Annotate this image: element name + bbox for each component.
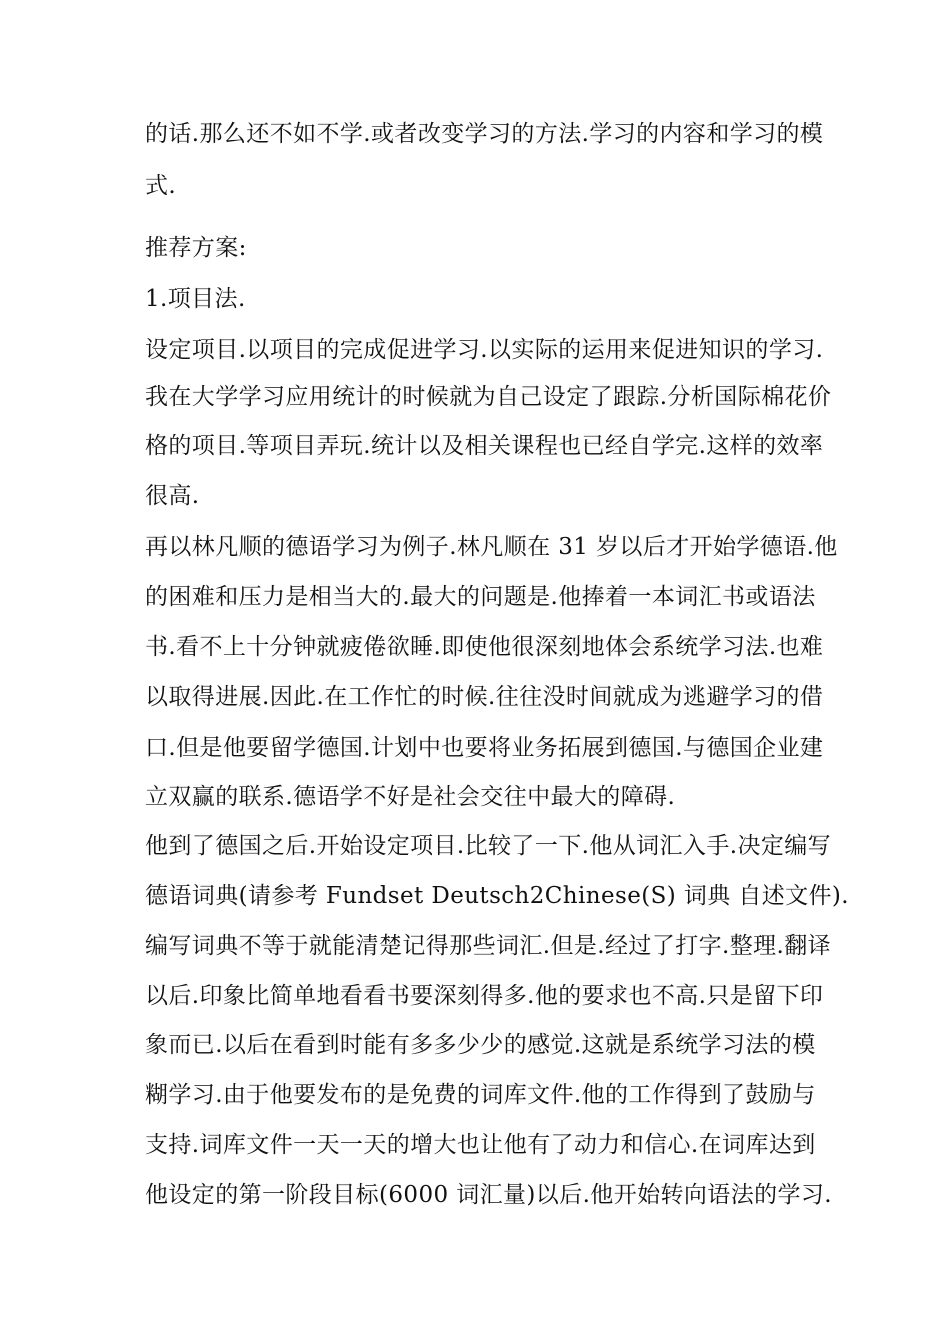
text-line: 格的项目.等项目弄玩.统计以及相关课程也已经自学完.这样的效率 xyxy=(145,433,824,459)
text-line: 设定项目.以项目的完成促进学习.以实际的运用来促进知识的学习. xyxy=(145,337,824,363)
text-line: 口.但是他要留学德国.计划中也要将业务拓展到德国.与德国企业建 xyxy=(145,735,824,761)
subsection-heading: 1.项目法. xyxy=(145,286,246,312)
text-line: 以取得进展.因此.在工作忙的时候.往往没时间就成为逃避学习的借 xyxy=(145,684,824,710)
text-line: 糊学习.由于他要发布的是免费的词库文件.他的工作得到了鼓励与 xyxy=(145,1082,816,1108)
text-line: 式. xyxy=(145,173,177,199)
text-line: 他到了德国之后.开始设定项目.比较了一下.他从词汇入手.决定编写 xyxy=(145,833,832,859)
text-line: 的话.那么还不如不学.或者改变学习的方法.学习的内容和学习的模 xyxy=(145,121,824,147)
text-line: 书.看不上十分钟就疲倦欲睡.即使他很深刻地体会系统学习法.也难 xyxy=(145,634,824,660)
text-line: 他设定的第一阶段目标(6000 词汇量)以后.他开始转向语法的学习. xyxy=(145,1182,833,1208)
text-line: 支持.词库文件一天一天的增大也让他有了动力和信心.在词库达到 xyxy=(145,1132,816,1158)
text-line: 我在大学学习应用统计的时候就为自己设定了跟踪.分析国际棉花价 xyxy=(145,384,832,410)
section-heading: 推荐方案: xyxy=(145,235,247,261)
text-line: 的困难和压力是相当大的.最大的问题是.他捧着一本词汇书或语法 xyxy=(145,584,816,610)
text-line: 以后.印象比简单地看看书要深刻得多.他的要求也不高.只是留下印 xyxy=(145,983,824,1009)
text-line: 编写词典不等于就能清楚记得那些词汇.但是.经过了打字.整理.翻译 xyxy=(145,933,832,959)
text-line: 很高. xyxy=(145,483,200,509)
text-line: 立双赢的联系.德语学不好是社会交往中最大的障碍. xyxy=(145,784,676,810)
text-line: 再以林凡顺的德语学习为例子.林凡顺在 31 岁以后才开始学德语.他 xyxy=(145,534,838,560)
text-line: 象而已.以后在看到时能有多多少少的感觉.这就是系统学习法的模 xyxy=(145,1032,816,1058)
text-line: 德语词典(请参考 Fundset Deutsch2Chinese(S) 词典 自述文件). xyxy=(145,883,850,909)
